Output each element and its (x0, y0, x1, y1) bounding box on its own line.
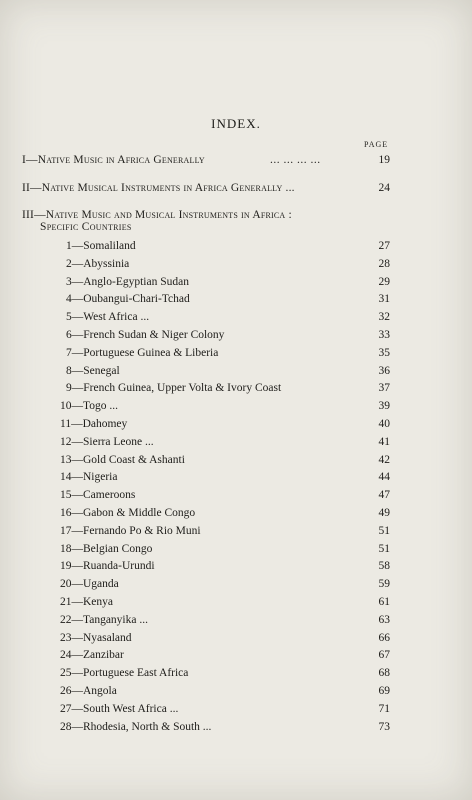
page-number: 71 (378, 702, 390, 715)
page-number: 51 (378, 542, 390, 555)
entry-label: 3—Anglo-Egyptian Sudan (66, 275, 189, 288)
entry-label: 5—West Africa ... (66, 311, 150, 324)
index-entry-row (0, 576, 472, 592)
entry-label: 17—Fernando Po & Rio Muni (60, 524, 201, 537)
index-section-row (0, 180, 472, 196)
page-number: 27 (378, 240, 390, 252)
page-number: 51 (378, 524, 390, 537)
entry-label: 15—Cameroons (60, 489, 136, 502)
index-entry-row (0, 630, 472, 646)
entry-label: 16—Gabon & Middle Congo (60, 507, 196, 519)
entry-label: 26—Angola (60, 685, 117, 697)
section-label: III—Native Music and Musical Instruments in Africa : (22, 209, 292, 221)
page-number: 69 (378, 685, 390, 697)
page-number: 73 (378, 720, 390, 733)
index-entry-row (0, 523, 472, 539)
index-entry-row (0, 487, 472, 503)
index-entry-row (0, 452, 472, 468)
entry-label: 27—South West Africa ... (60, 702, 179, 715)
entry-label: 12—Sierra Leone ... (60, 435, 154, 448)
entry-label: 20—Uganda (60, 578, 119, 591)
index-section-row (0, 152, 472, 168)
page-number: 29 (378, 275, 390, 288)
page-number: 67 (378, 649, 390, 662)
entry-label: 6—French Sudan & Niger Colony (66, 329, 225, 341)
entry-label: 1—Somaliland (66, 240, 136, 252)
leader-dots: ... ... ... ... (270, 154, 321, 166)
entry-label: 14—Nigeria (60, 471, 118, 484)
page-number: 42 (378, 453, 390, 466)
index-entry-row (0, 398, 472, 414)
page-number: 68 (378, 667, 390, 680)
index-entry-row (0, 594, 472, 610)
page-number: 36 (378, 364, 390, 377)
index-entry-row (0, 558, 472, 574)
entry-label: 21—Kenya (60, 596, 114, 608)
index-entry-row (0, 719, 472, 735)
index-entry-row (0, 612, 472, 628)
section-label: II—Native Musical Instruments in Africa Generally ... (22, 182, 295, 194)
index-entry-row (0, 434, 472, 450)
index-entry-row (0, 665, 472, 681)
page-number: 41 (378, 435, 390, 448)
entry-label: 23—Nyasaland (60, 631, 132, 644)
index-entry-row (0, 363, 472, 379)
entry-label: 9—French Guinea, Upper Volta & Ivory Coast (66, 382, 282, 395)
page-number: 35 (378, 346, 390, 359)
section-subheading: Specific Countries (40, 221, 132, 233)
index-entry-row (0, 469, 472, 485)
page-column-heading: PAGE (364, 140, 389, 149)
entry-label: 8—Senegal (66, 364, 120, 377)
entry-label: 2—Abyssinia (66, 257, 130, 270)
section-label: I—Native Music in Africa Generally (22, 154, 205, 166)
page-number: 59 (378, 578, 390, 591)
index-entry-row (0, 291, 472, 307)
entry-label: 7—Portuguese Guinea & Liberia (66, 346, 219, 359)
index-entry-row (0, 683, 472, 699)
page-number: 32 (378, 311, 390, 324)
entry-label: 18—Belgian Congo (60, 542, 153, 555)
page-number: 28 (378, 257, 390, 270)
page-number: 31 (378, 293, 390, 306)
page-number: 44 (378, 471, 390, 484)
entry-label: 22—Tanganyika ... (60, 613, 148, 626)
page-number: 63 (378, 613, 390, 626)
page-number: 19 (378, 154, 390, 166)
index-entry-row (0, 238, 472, 254)
page-number: 39 (378, 400, 390, 413)
index-entry-row (0, 647, 472, 663)
page-number: 58 (378, 560, 390, 573)
page-number: 47 (378, 489, 390, 502)
index-entry-row (0, 256, 472, 272)
index-entry-row (0, 274, 472, 290)
page-number: 40 (378, 418, 390, 430)
entry-label: 10—Togo ... (60, 400, 118, 413)
index-entry-row (0, 309, 472, 325)
entry-label: 25—Portuguese East Africa (60, 667, 189, 680)
index-entry-row (0, 327, 472, 343)
page-number: 33 (378, 329, 390, 341)
index-entry-row (0, 505, 472, 521)
index-entry-row (0, 380, 472, 396)
entry-label: 24—Zanzibar (60, 649, 124, 662)
page-number: 61 (378, 596, 390, 608)
index-entry-row (0, 701, 472, 717)
entry-label: 11—Dahomey (60, 418, 128, 430)
index-entry-row (0, 416, 472, 432)
index-entry-row (0, 541, 472, 557)
entry-label: 13—Gold Coast & Ashanti (60, 453, 185, 466)
page-number: 66 (378, 631, 390, 644)
entry-label: 4—Oubangui-Chari-Tchad (66, 293, 190, 306)
entry-label: 28—Rhodesia, North & South ... (60, 720, 212, 733)
page-number: 24 (378, 182, 390, 194)
index-title: INDEX. (211, 116, 261, 131)
index-entry-row (0, 345, 472, 361)
page-number: 37 (378, 382, 390, 395)
entry-label: 19—Ruanda-Urundi (60, 560, 155, 573)
page-number: 49 (378, 507, 390, 519)
